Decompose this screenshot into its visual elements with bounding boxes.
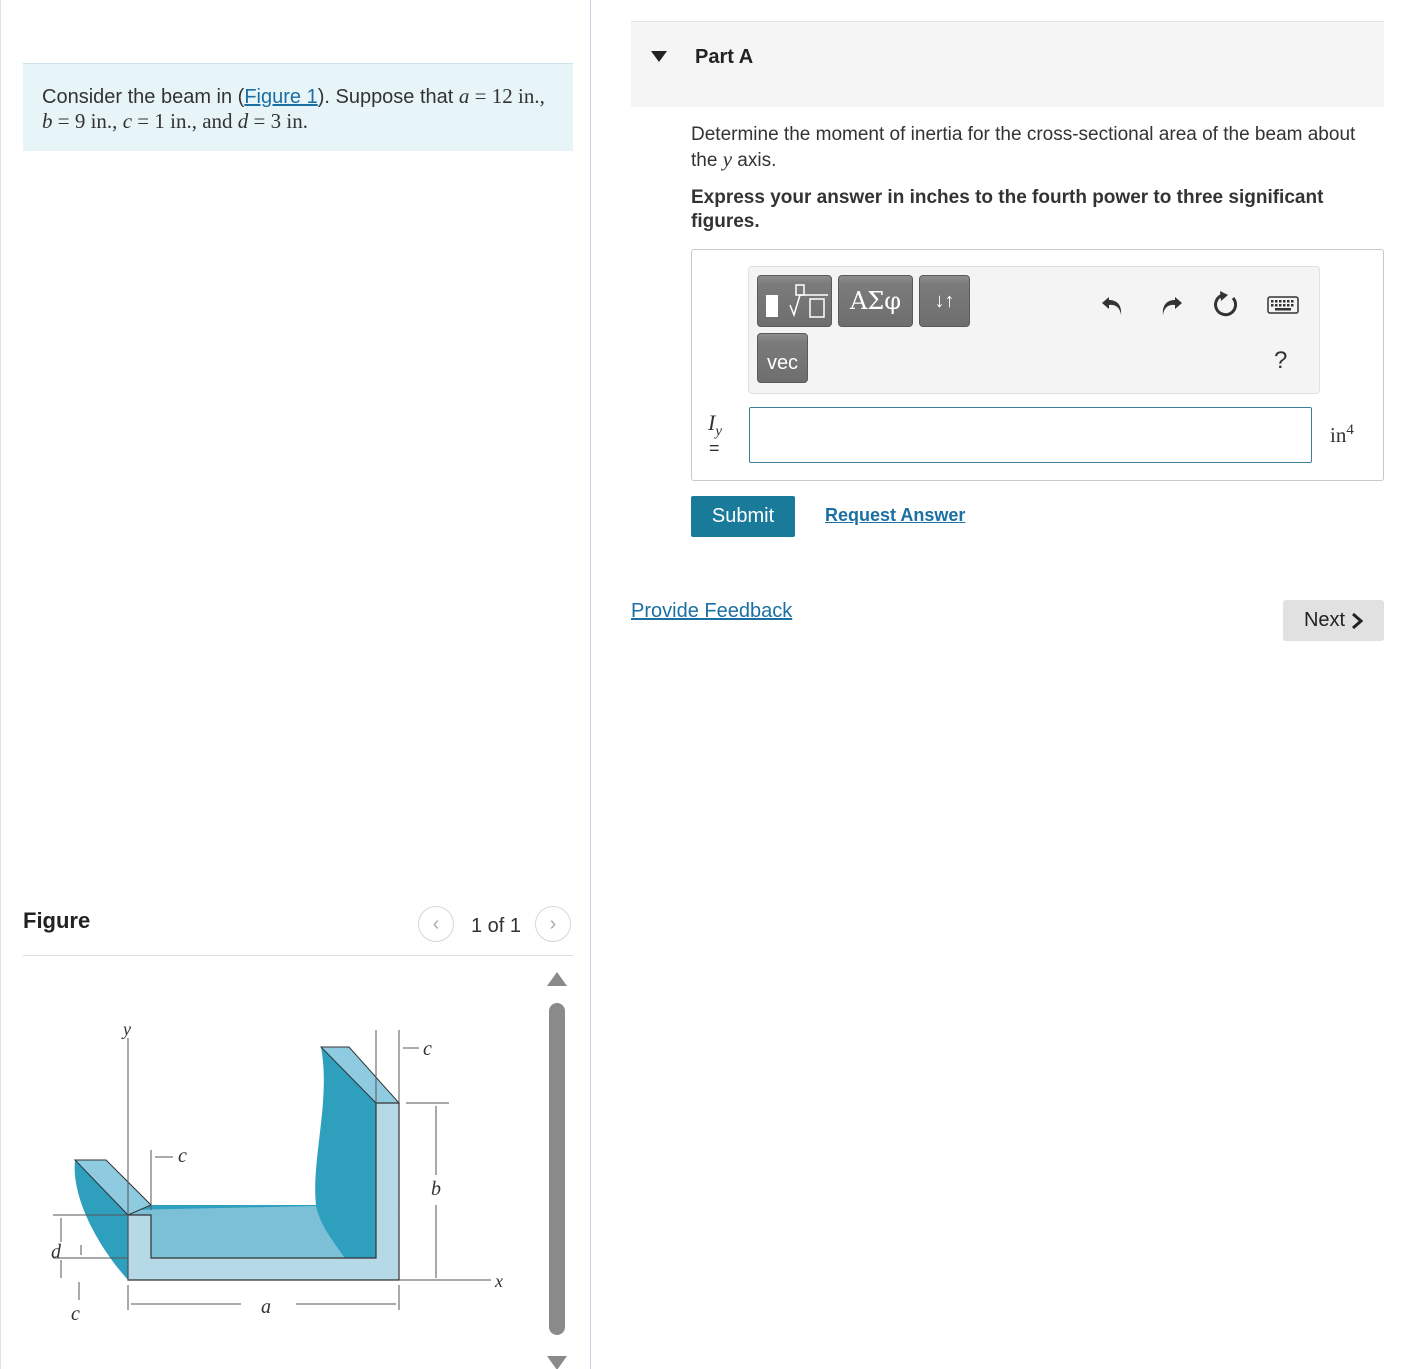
val-c: = 1 in., and: [132, 109, 238, 133]
a-dimension-label: a: [261, 1296, 271, 1318]
var-d: d: [237, 109, 249, 133]
part-a-header[interactable]: [631, 21, 1384, 107]
problem-prefix: Consider the beam in (: [42, 86, 245, 108]
submit-button[interactable]: Submit: [691, 496, 795, 537]
question-var: y: [722, 147, 733, 171]
arrows-label: ↓↑: [934, 289, 955, 312]
reset-icon: [1211, 290, 1241, 320]
c-bottom-label: c: [71, 1303, 80, 1325]
chevron-right-icon: ›: [549, 912, 557, 935]
d-dimension-label: d: [51, 1241, 61, 1263]
val-d: = 3 in.: [248, 109, 308, 133]
keyboard-icon: [1267, 294, 1299, 316]
answer-variable: [708, 410, 722, 440]
answer-instruction: Express your answer in inches to the fourth power to three significant figures.: [691, 187, 1324, 232]
provide-feedback-link[interactable]: Provide Feedback: [631, 600, 793, 622]
figure-divider: [23, 955, 573, 956]
val-b: = 9 in.,: [52, 109, 123, 133]
question-suffix: axis.: [732, 150, 777, 171]
variable-subscript: y: [715, 423, 722, 440]
figure-title: Figure: [23, 908, 91, 933]
redo-icon: [1157, 291, 1185, 319]
x-axis-label: x: [495, 1271, 503, 1291]
b-dimension-label: b: [431, 1178, 441, 1200]
scroll-up-arrow[interactable]: [547, 972, 567, 986]
request-answer-link[interactable]: Request Answer: [825, 505, 966, 525]
greek-symbols-button[interactable]: [838, 275, 913, 327]
undo-icon: [1099, 291, 1127, 319]
var-a: a: [458, 84, 470, 108]
collapse-caret-icon[interactable]: [651, 51, 667, 62]
templates-icon: [760, 281, 830, 321]
unit-exponent: 4: [1346, 422, 1354, 438]
answer-input[interactable]: [749, 407, 1312, 463]
previous-figure-button[interactable]: [418, 906, 454, 942]
answer-unit: [1330, 422, 1354, 448]
vector-button[interactable]: [757, 333, 808, 383]
scroll-down-arrow[interactable]: [547, 1356, 567, 1369]
c-top-label: c: [423, 1038, 432, 1060]
next-figure-button[interactable]: [535, 906, 571, 942]
chevron-right-icon: [1351, 612, 1363, 630]
question-text: [691, 123, 1381, 173]
c-middle-label: c: [178, 1145, 187, 1167]
greek-symbols-label: ΑΣφ: [849, 287, 902, 315]
question-prefix: Determine the moment of inertia for the cross-sectional area of the beam about the: [691, 124, 1356, 171]
arrows-button[interactable]: [919, 275, 970, 327]
var-c: c: [122, 109, 133, 133]
vector-label: vec: [766, 351, 799, 374]
left-pane: [0, 0, 591, 1369]
val-a: = 12 in.,: [469, 84, 545, 108]
math-toolbar: [748, 266, 1320, 394]
keyboard-button[interactable]: [1265, 287, 1301, 323]
figure-page-count: 1 of 1: [471, 915, 522, 937]
problem-statement: [23, 63, 573, 151]
redo-button[interactable]: [1153, 287, 1189, 323]
equals-sign: =: [709, 438, 720, 458]
var-b: b: [42, 109, 53, 133]
part-title: Part A: [695, 46, 754, 68]
reset-button[interactable]: [1208, 287, 1244, 323]
next-label: Next: [1303, 609, 1346, 631]
unit-main: in: [1330, 423, 1347, 447]
answer-box: [691, 249, 1384, 481]
undo-button[interactable]: [1095, 287, 1131, 323]
beam-figure: [31, 1010, 531, 1340]
help-button[interactable]: ?: [1274, 347, 1288, 374]
figure-scrollbar-thumb[interactable]: [549, 1003, 565, 1335]
next-button[interactable]: [1283, 600, 1384, 641]
y-axis-label: y: [123, 1019, 131, 1039]
problem-mid: ). Suppose that: [317, 86, 459, 108]
figure-link[interactable]: Figure 1: [244, 86, 318, 108]
templates-button[interactable]: [757, 275, 832, 327]
chevron-left-icon: ‹: [432, 912, 440, 935]
variable-main: I: [708, 410, 716, 435]
